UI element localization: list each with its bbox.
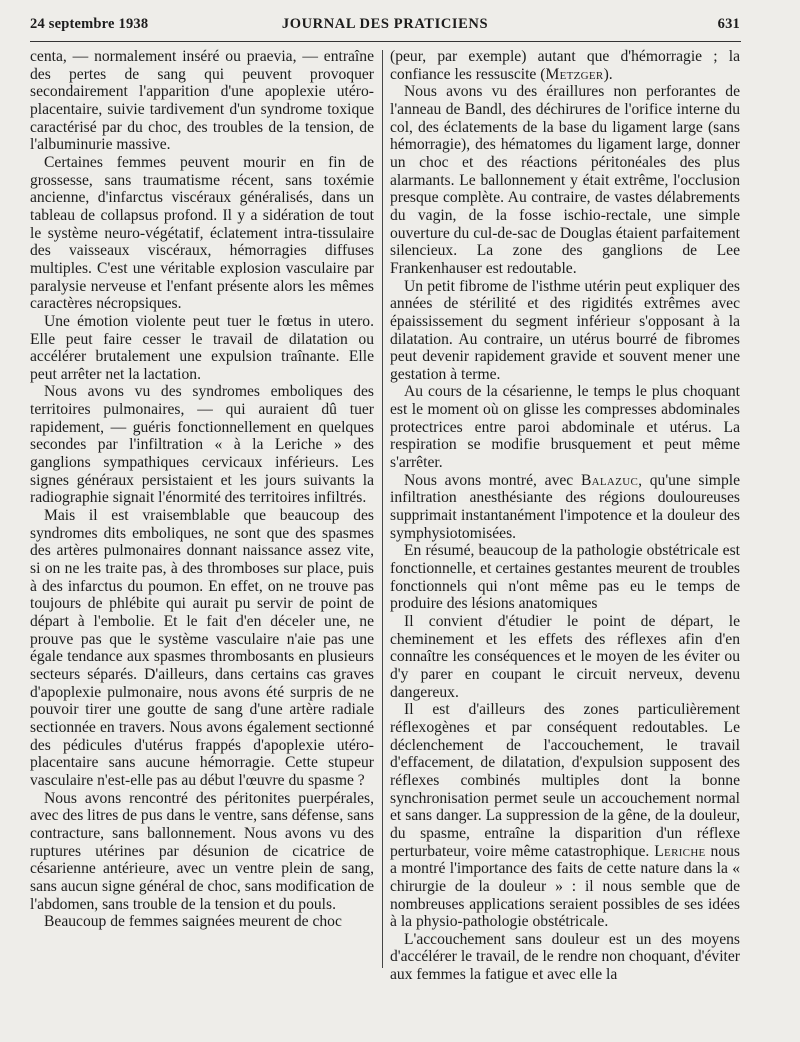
paragraph: Mais il est vraisemblable que beaucoup des syndromes dits emboliques, ne sont que des spasmes des artères pulmonaires donnant naissance assez vite, si on ne les traite pas, à des thromboses sur place, puis à des infarctus du poumon. En effet, on ne trouve pas toujours de phlébite qui aurait pu servir de point de départ à l'embolie. Et le fait d'en déceler une, ne prouve pas que le système vasculaire n'aie pas une égale tendance aux spasmes thrombosants en plusieurs secteurs séparés. D'ailleurs, dans certains cas graves d'apoplexie pulmonaire, nous avons été surpris de ne pouvoir tirer une goutte de sang d'une artère radiale sectionnée en travers. Nous avons également sectionné des pédicules d'utérus frappés d'apoplexie utéro-placentaire sans aucune hémorragie. Cette stupeur vasculaire n'est-elle pas au début l'œuvre du spasme ? — [30, 507, 374, 789]
paragraph-text: Nous avons montré, avec — [404, 471, 581, 489]
paragraph: Au cours de la césarienne, le temps le plus choquant est le moment où on glisse les compresses abdominales protectrices entre paroi abdominale et utérus. La respiration se modifie brusquement et peut même s'arrêter. — [390, 383, 740, 472]
right-column — [390, 48, 740, 984]
paragraph: Nous avons vu des éraillures non perforantes de l'anneau de Bandl, des déchirures de l'orifice interne du col, des éclatements de la base du ligament large (sans hémorragie), des hématomes du ligament large, donner un choc et des réactions péritonéales des plus alarmants. Le ballonnement y était extrême, l'occlusion presque complète. Au contraire, de vastes délabrements du vagin, de la fosse ischio-rectale, une simple ouverture du cul-de-sac de Douglas étaient parfaitement silencieux. La zone des ganglions de Lee Frankenhauser est redoutable. — [390, 83, 740, 277]
paragraph: Une émotion violente peut tuer le fœtus in utero. Elle peut faire cesser le travail de dilatation ou accélérer brutalement une expulsion traînante. Elle peut arrêter net la lactation. — [30, 312, 374, 383]
paragraph-text: (peur, par exemple) autant que d'hémorragie ; la confiance les ressuscite ( — [390, 48, 740, 83]
paragraph-text: Il est d'ailleurs des zones particulièrement réflexogènes et par conséquent redoutables. Le déclenchement de l'accouchement, le travail d'effacement, de dilatation, d'expulsion supposent des réflexes combinés multiples dont la bonne synchronisation permet seule un accouchement normal et sans danger. La suppression de la gêne, de la douleur, du spasme, entraîne la disparition d'un réflexe perturbateur, voire même catastrophique. — [390, 701, 740, 860]
header-rule — [30, 41, 741, 42]
paragraph: Il convient d'étudier le point de départ, le cheminement et les effets des réflexes afin d'en connaître les conséquences et le moyen de les éviter ou d'y parer en coupant le circuit nerveux, devenu dangereux. — [390, 613, 740, 701]
paragraph: Nous avons rencontré des péritonites puerpérales, avec des litres de pus dans le ventre, sans défense, sans contracture, sans ballonnement. Nous avons vu des ruptures utérines par désunion de cicatrice de césarienne antérieure, avec un ventre plein de sang, sans aucun signe général de choc, sans modification de l'abdomen, sans trouble de la tension et du pouls. — [30, 789, 374, 913]
paragraph: L'accouchement sans douleur est un des moyens d'accélérer le travail, de le rendre non choquant, d'éviter aux femmes la fatigue et avec elle la — [390, 930, 740, 984]
paragraph: En résumé, beaucoup de la pathologie obstétricale est fonctionnelle, et certaines gestantes meurent de troubles fonctionnels qui n'ont même pas eu le temps de produire des lésions anatomiques — [390, 542, 740, 613]
running-header — [30, 16, 740, 40]
paragraph: Nous avons vu des syndromes emboliques des territoires pulmonaires, — qui auraient dû tuer rapidement, — guéris fonctionnellement en quelques secondes par l'infiltration « à la Leriche » des ganglions sympathiques cervicaux inférieurs. Les signes généraux persistaient et les jours suivants la radiographie signait l'énormité des territoires infiltrés. — [30, 383, 374, 507]
paragraph: Beaucoup de femmes saignées meurent de choc — [44, 913, 342, 931]
author-name: Leriche — [654, 842, 706, 860]
paragraph — [390, 472, 740, 543]
paragraph — [390, 701, 740, 931]
author-name: Metzger — [545, 65, 604, 83]
paragraph: Certaines femmes peuvent mourir en fin de grossesse, sans traumatisme récent, sans toxémie ancienne, d'infarctus viscéraux généralisés, dans un tableau de collapsus profond. Il y a sidération de tout le système neuro-végétatif, éclatement intra-tissulaire des vaisseaux viscéraux, hémorragies diffuses multiples. C'est une véritable explosion vasculaire par paralysie nerveuse et l'enfant présente alors les mêmes caractères nécropsiques. — [30, 153, 374, 313]
page-number: 631 — [717, 16, 740, 32]
journal-title: JOURNAL DES PRATICIENS — [281, 16, 489, 32]
author-name: Balazuc — [580, 471, 639, 489]
paragraph: centa, — normalement inséré ou praevia, — entraîne des pertes de sang qui peuvent provoquer secondairement l'apparition d'une apoplexie utéro-placentaire, suivie tardivement d'un syndrome toxique caractérisé par du choc, des troubles de la tension, de l'albuminurie massive. — [30, 48, 374, 154]
paragraph — [390, 48, 740, 83]
header-date: 24 septembre 1938 — [30, 16, 149, 32]
paragraph-text: , qu'une simple infiltration anesthésiante des régions douloureuses supprimait instantanément l'impotence et la douleur des symphysiotomisées. — [390, 471, 740, 542]
column-divider — [382, 50, 383, 968]
paragraph-text: ). — [603, 65, 613, 83]
paragraph: Un petit fibrome de l'isthme utérin peut expliquer des années de stérilité et des rigidités extrêmes avec épaississement du segment inférieur s'opposant à la dilatation. Au contraire, un utérus bourré de fibromes peut devenir rapidement gravide et souvent mener une gestation à terme. — [390, 277, 740, 383]
left-column — [30, 48, 374, 931]
paragraph-text: nous a montré l'importance des faits de cette nature dans la « chirurgie de la douleur » : il nous semble que de nombreuses applications seraient possibles de ses idées à la physio-pathologie obstétricale. — [390, 842, 741, 931]
